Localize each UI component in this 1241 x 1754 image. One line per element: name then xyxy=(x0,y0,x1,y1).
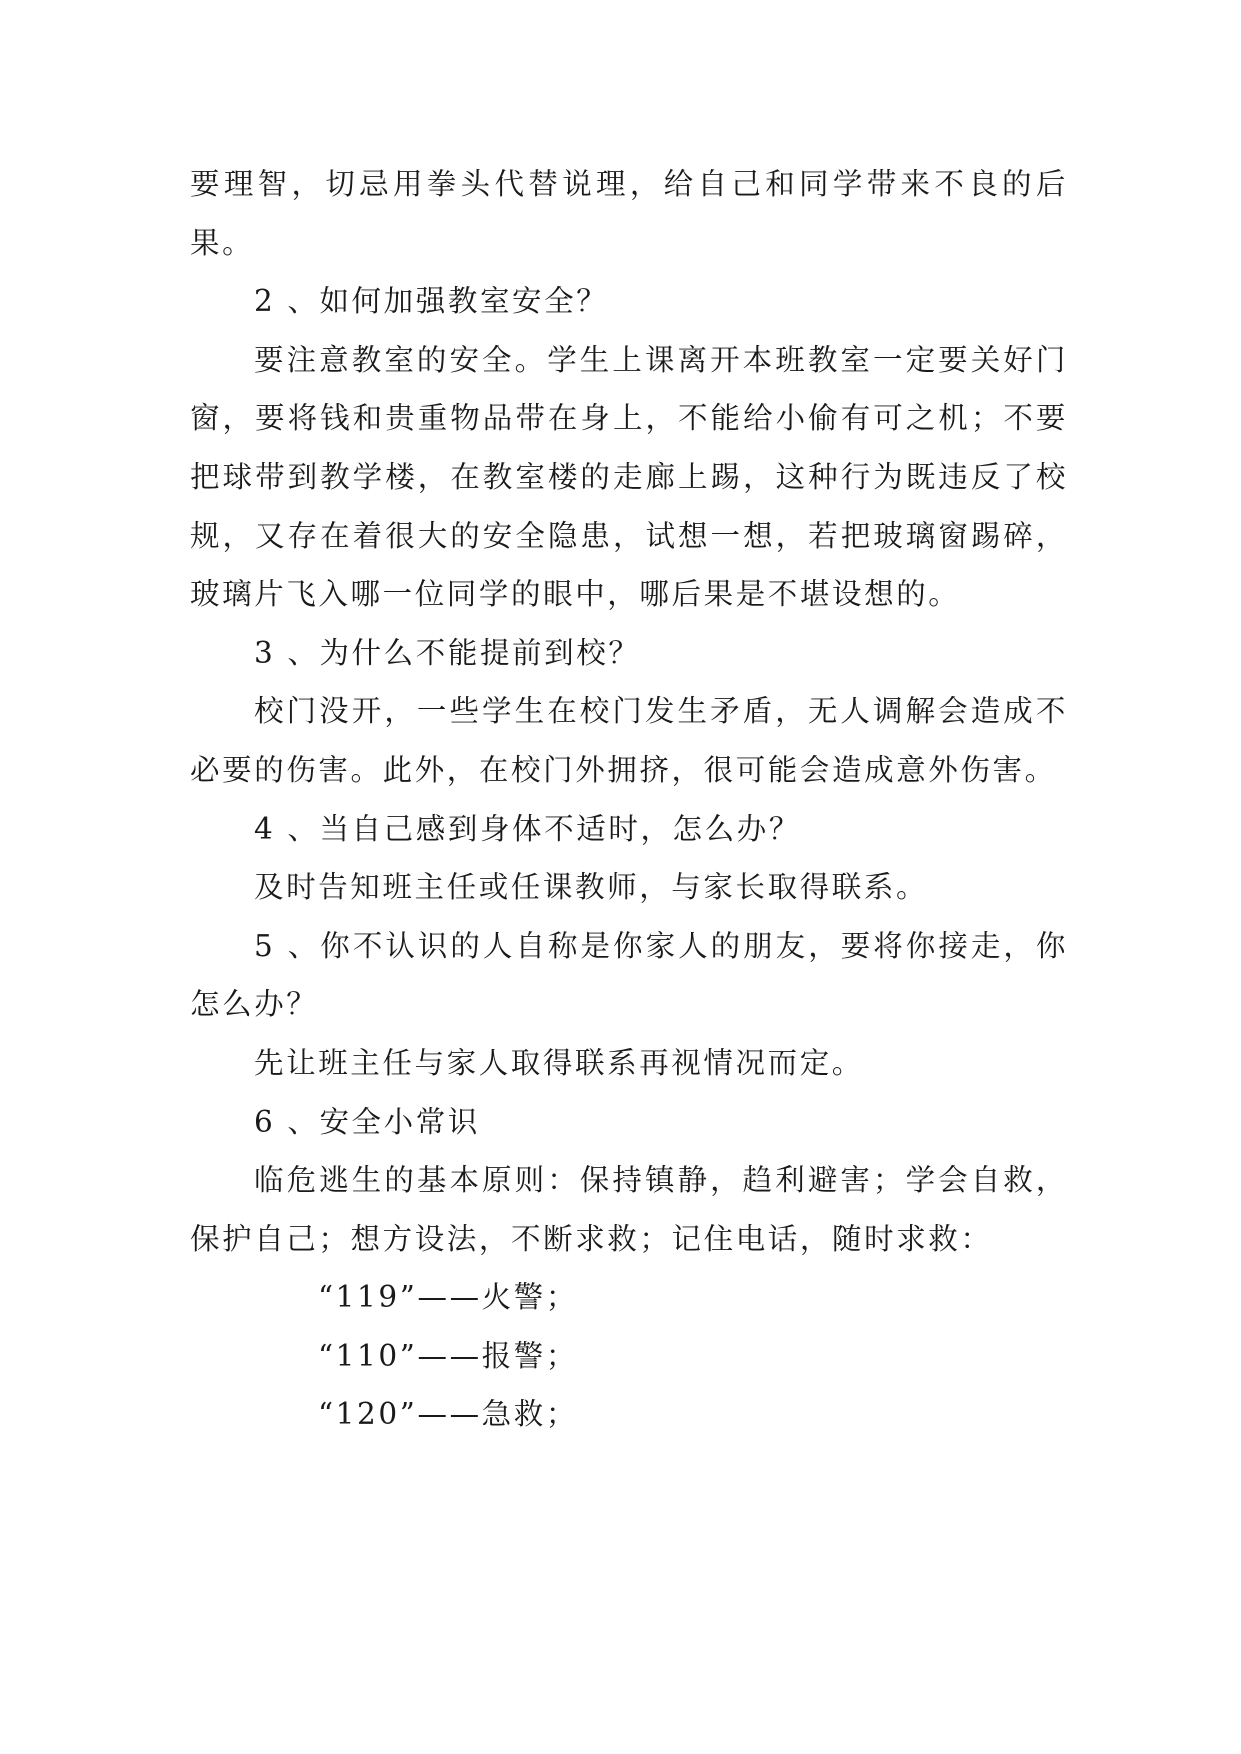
paragraph-stranger-pickup: 先让班主任与家人取得联系再视情况而定。 xyxy=(254,1045,864,1080)
paragraph-fight-conclusion: 要理智，切忌用拳头代替说理，给自己和同学带来不良的后果。 xyxy=(190,167,1068,260)
heading-classroom-safety: 2 、如何加强教室安全？ xyxy=(254,284,609,319)
heading-feeling-unwell: 4 、当自己感到身体不适时，怎么办？ xyxy=(254,811,801,846)
emergency-number-ambulance: “120”——急救； xyxy=(318,1397,578,1432)
paragraph-early-arrival: 校门没开，一些学生在校门发生矛盾，无人调解会造成不必要的伤害。此外，在校门外拥挤，很可能会造成意外伤害。 xyxy=(190,694,1068,787)
emergency-number-police: “110”——报警； xyxy=(318,1338,578,1373)
emergency-number-fire: “119”——火警； xyxy=(318,1280,578,1315)
document-body xyxy=(190,155,1068,1444)
paragraph-feeling-unwell: 及时告知班主任或任课教师，与家长取得联系。 xyxy=(254,870,929,905)
heading-stranger-pickup: 5 、你不认识的人自称是你家人的朋友，要将你接走，你怎么办？ xyxy=(190,928,1068,1022)
paragraph-escape-principles: 临危逃生的基本原则：保持镇静，趋利避害；学会自救，保护自己；想方设法，不断求救；记住电话，随时求救： xyxy=(190,1163,1068,1256)
paragraph-classroom-safety: 要注意教室的安全。学生上课离开本班教室一定要关好门窗，要将钱和贵重物品带在身上，不能给小偷有可之机；不要把球带到教学楼，在教室楼的走廊上踢，这种行为既违反了校规，又存在着很大的安全隐患，试想一想，若把玻璃窗踢碎，玻璃片飞入哪一位同学的眼中，哪后果是不堪设想的。 xyxy=(190,342,1068,612)
heading-safety-tips: 6 、安全小常识 xyxy=(254,1104,480,1139)
heading-early-arrival: 3 、为什么不能提前到校？ xyxy=(254,635,641,670)
